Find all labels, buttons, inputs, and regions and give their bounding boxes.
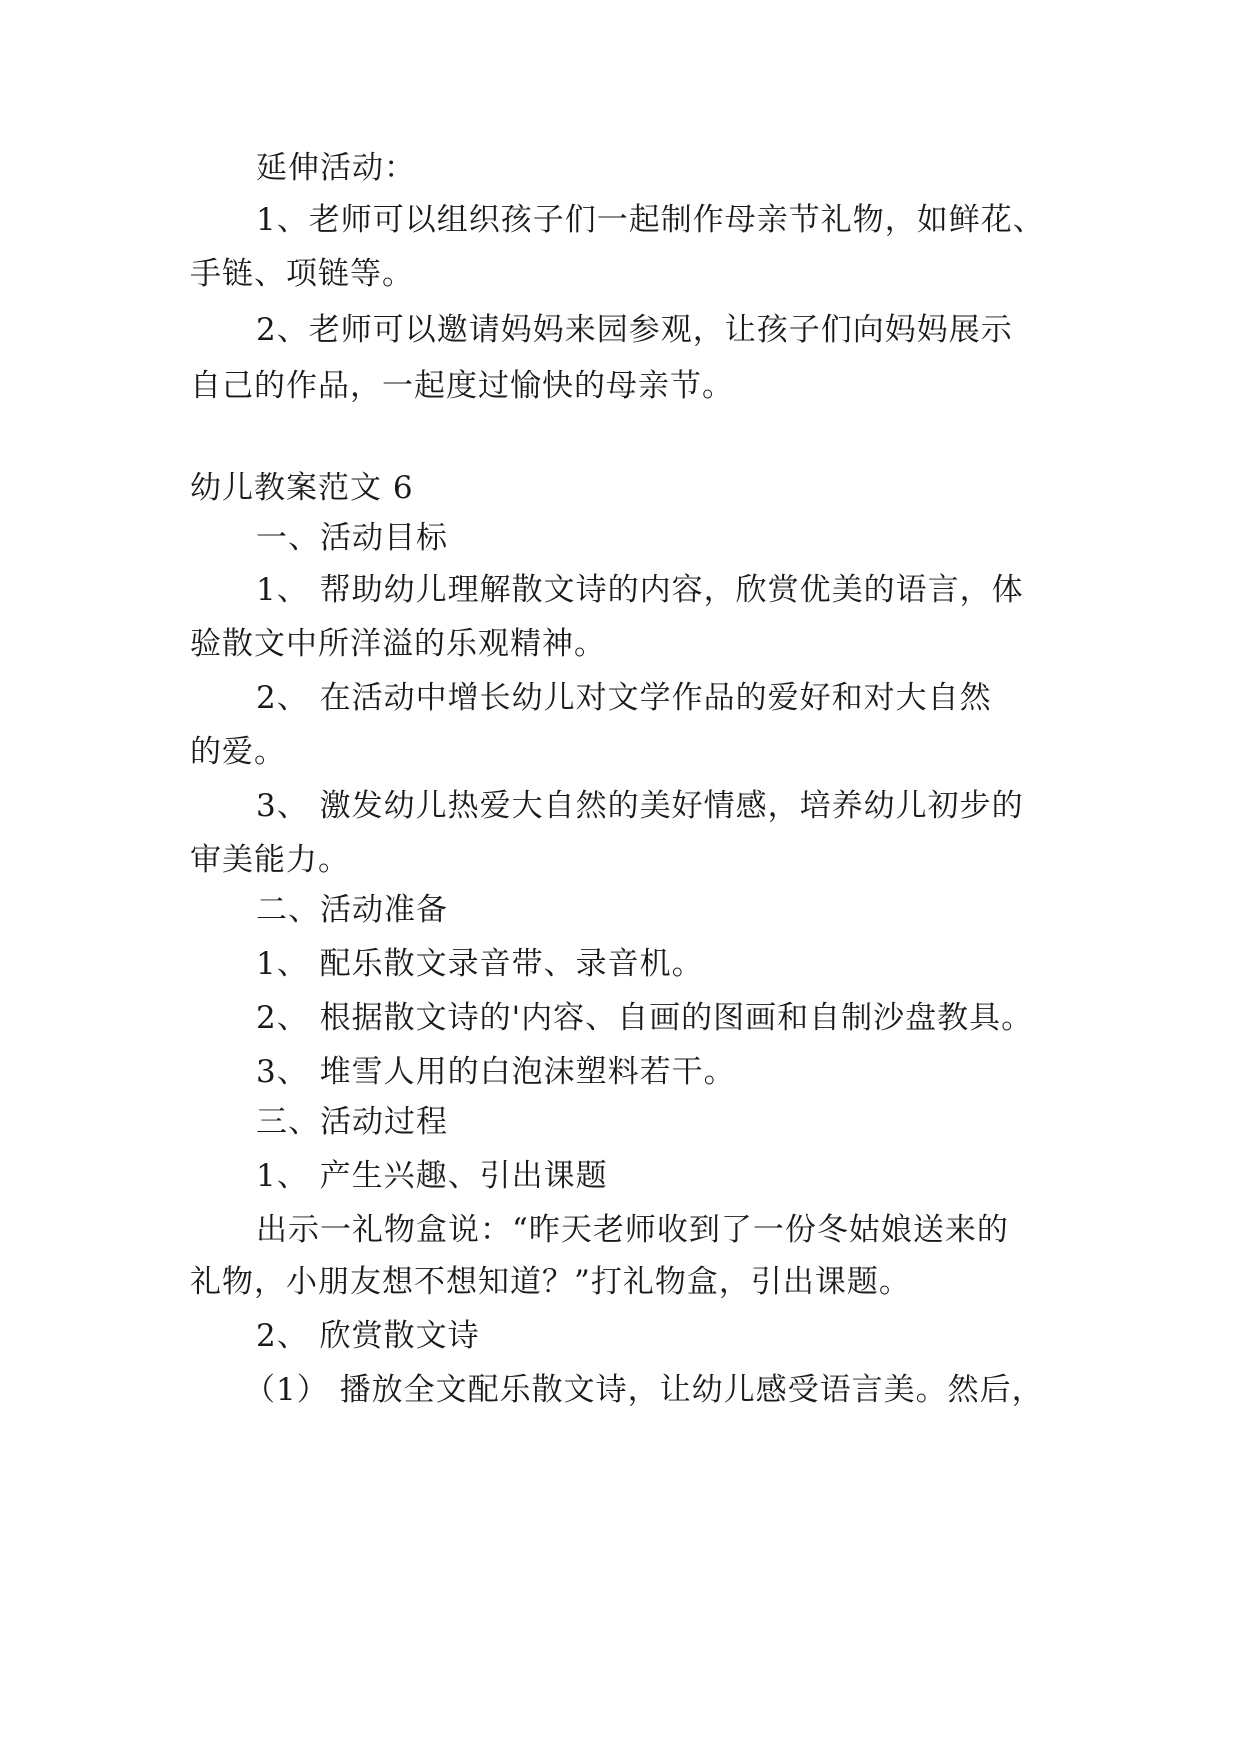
prep-item-1: 1、 配乐散文录音带、录音机。 (256, 946, 704, 982)
section-title: 幼儿教案范文 6 (190, 470, 414, 506)
goals-heading: 一、活动目标 (256, 520, 448, 556)
goal-2-line-1: 2、 在活动中增长幼儿对文学作品的爱好和对大自然 (256, 680, 992, 716)
process-step-2-sub-1: （1） 播放全文配乐散文诗，让幼儿感受语言美。然后， (244, 1372, 1044, 1408)
process-step-1-text-line-1: 出示一礼物盒说：“昨天老师收到了一份冬姑娘送来的 (256, 1212, 1009, 1248)
extension-item-1-line-2: 手链、项链等。 (190, 256, 414, 292)
goal-1-line-1: 1、 帮助幼儿理解散文诗的内容，欣赏优美的语言，体 (256, 572, 1024, 608)
goal-2-line-2: 的爱。 (190, 734, 286, 770)
process-heading: 三、活动过程 (256, 1104, 448, 1140)
extension-item-2-line-1: 2、老师可以邀请妈妈来园参观，让孩子们向妈妈展示 (256, 312, 1013, 348)
prep-item-2: 2、 根据散文诗的'内容、自画的图画和自制沙盘教具。 (256, 1000, 1034, 1036)
process-step-1: 1、 产生兴趣、引出课题 (256, 1158, 608, 1194)
goal-1-line-2: 验散文中所洋溢的乐观精神。 (190, 626, 606, 662)
prep-item-3: 3、 堆雪人用的白泡沫塑料若干。 (256, 1054, 736, 1090)
extension-item-1-line-1: 1、老师可以组织孩子们一起制作母亲节礼物，如鲜花、 (256, 202, 1045, 238)
prep-heading: 二、活动准备 (256, 892, 448, 928)
extension-heading: 延伸活动： (256, 150, 416, 186)
process-step-2: 2、 欣赏散文诗 (256, 1318, 480, 1354)
goal-3-line-1: 3、 激发幼儿热爱大自然的美好情感，培养幼儿初步的 (256, 788, 1024, 824)
extension-item-2-line-2: 自己的作品，一起度过愉快的母亲节。 (190, 368, 734, 404)
goal-3-line-2: 审美能力。 (190, 842, 350, 878)
process-step-1-text-line-2: 礼物，小朋友想不想知道？”打礼物盒，引出课题。 (190, 1264, 911, 1300)
